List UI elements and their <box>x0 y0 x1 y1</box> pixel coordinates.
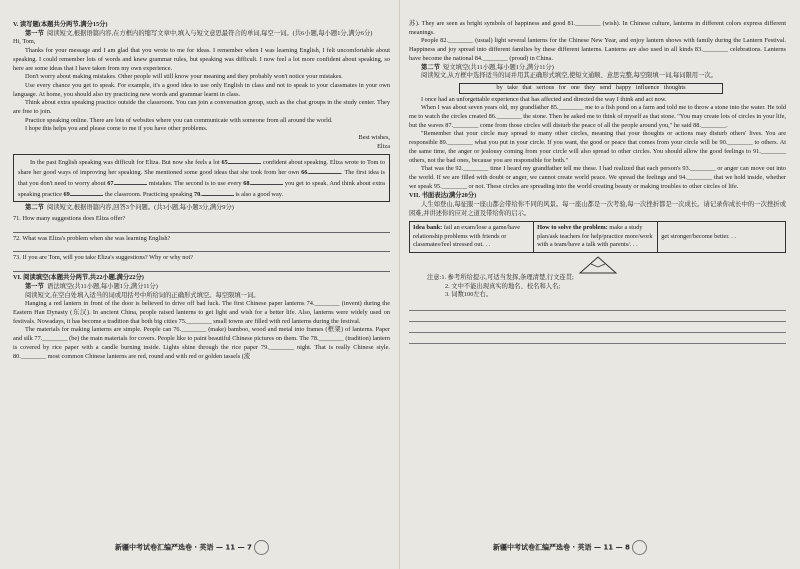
answer-line[interactable] <box>13 243 390 252</box>
signature: Eliza <box>377 142 390 150</box>
question-71: 71. How many suggestions does Eliza offer? <box>13 215 126 223</box>
writing-line[interactable] <box>409 300 786 311</box>
writing-line[interactable] <box>409 333 786 344</box>
p6-1-instruction: 第一节 语法填空(共11小题,每小题1分,满分11分) <box>25 282 158 290</box>
result-cell: get stronger/become better. . . <box>658 222 786 253</box>
solve-problem-cell: How to solve the problem: make a study plan/ask teachers for help/practice more/work with a team/have a talk with parents/. . . <box>534 222 658 253</box>
writing-line[interactable] <box>409 311 786 322</box>
cloze2-paragraph: That was the 92.________ time I heard my grandfather tell me these. I had realized that each person's 93.________ or anger can move out into the world. If we are filled with doubt or anger, we cannot create world peace. We spread the feelings and 94.________ that we hold inside, whether we speak 95.________ or not. These circles are spreading into the world creating beauty or making troubles to other circles of life. <box>409 165 786 190</box>
ideas-table <box>409 221 786 253</box>
blank-70: 70. <box>193 190 202 198</box>
blank-69: 69. <box>63 190 72 198</box>
blank-68: 68. <box>243 179 252 187</box>
answer-blank[interactable] <box>202 189 234 196</box>
right-column <box>409 20 786 344</box>
blank-67: 67. <box>107 179 116 187</box>
notes <box>427 274 786 300</box>
sign-off: Best wishes, <box>358 134 390 142</box>
logo-icon <box>254 540 269 555</box>
letter-paragraph: Think about extra speaking practice outside the classroom. You can join a conversation group, such as the chat groups in the study center. They are free to join. <box>13 99 390 116</box>
cloze-paragraph: 苏). They are seen as bright symbols of happiness and good 81.________ (wish). In Chinese culture, lanterns in different colors express different meanings. <box>409 20 786 36</box>
answer-line[interactable] <box>13 224 390 233</box>
p6-2-instruction2: 阅读短文,从方框中选择适当的词并用其正确形式填空,使短文通顺、意思完整,每空限填一词,每词限用一次。 <box>421 72 717 80</box>
p6-2-instruction: 第二节 短文填空(共11小题,每小题1分,满分11分) <box>421 63 554 71</box>
cloze-paragraph: People 82.________ (usual) light several lanterns for the Chinese New Year, and enjoy lantern shows with family during the Lantern Festival. Happiness and joy spread into different families by these different lanterns. Lanterns are also used in all kinds 83.________ celebrations. Lanterns have become the national 84.________ (proud) in China. <box>409 37 786 62</box>
letter-paragraph: Thanks for your message and I am glad that you wrote to me for ideas. I remember when I was learning English, I felt uncomfortable about speaking. I could remember lots of words and knew grammar rules, but speaking was difficult. I now feel a lot more confident about speaking, so here are some ideas that I have taken from my own experience. <box>13 47 390 72</box>
answer-line[interactable] <box>13 263 390 272</box>
page-fold <box>399 0 400 569</box>
footer-right: 新疆中考试卷汇编严选卷 · 英语 — 11 — 8 <box>493 540 647 555</box>
logo-icon <box>632 540 647 555</box>
section7-title: VII. 书面表达(满分20分) <box>409 192 477 200</box>
note-1: 注意:1. 参考所给提示,可适当发挥,条理清楚,行文连贯; <box>427 273 574 281</box>
part1-instruction: 第一节 阅读短文,根据语篇内容,在方框内的缩写文章中,填入与短文意思最符合的单词,每空一词。(共6小题,每小题1分,满分6分) <box>25 29 373 37</box>
p6-1-instruction2: 阅读短文,在空白处填入适当的词或用括号中所给词的正确形式填空。每空限填一词。 <box>25 291 260 299</box>
answer-blank[interactable] <box>71 189 103 196</box>
note-3: 3. 词数100左右。 <box>445 291 493 299</box>
cloze2-paragraph: "Remember that your circle may spread to many other circles, meaning that your thoughts or actions may disturb others' lives. You are responsible 89.________ what you put in your circle. If you want, the good or peace that comes from your circle will be 90.________ to others. At the same time, the anger or jealousy coming from your circle will also spread to other circles. You should allow the good feelings to 91.________ others, not the bad ones, because you are responsible for both." <box>409 130 786 164</box>
answer-blank[interactable] <box>229 157 261 164</box>
section5-title: V. 读写题(本题共分两节,满分15分) <box>13 21 108 28</box>
question-72: 72. What was Eliza's problem when she was learning English? <box>13 234 171 242</box>
summary-box <box>13 154 390 203</box>
cloze-paragraph: The materials for making lanterns are simple. People can 76.________ (make) bamboo, wood and metal into frames (框架) of lanterns. Paper and silk 77.________ (be) the main materials for covers. People like to paint beautiful Chinese pictures on them. The 78.________ (tradition) lantern is covered by rice paper with a candle burning inside. Lights shine through the rice paper 79.________ night. That is really Chinese style. 80.________ most common Chinese lanterns are red, round and with red or golden tassels (流 <box>13 326 390 360</box>
mountain-icon <box>578 256 618 274</box>
cloze2-paragraph: When I was about seven years old, my grandfather 85.________ me to a fish pond on a farm and told me to throw a stone into the water. He told me to watch the circles created 86.________ the stone. Then he asked me to think of myself as that stone. "You may create lots of circles in your life, but the waves 87.________ come from those circles will disturb the peace of all the people around you," he said 88.________. <box>409 104 786 129</box>
writing-instruction: 人生如登山,每征服一座山都会带给你不同的风景。每一座山都是一次考验,每一次挫折都是一次成长。请记录你成长中的一次挫折或困难,并讲述你的应对之道及带给你的启示。 <box>409 201 786 217</box>
idea-bank-cell: Idea bank: fail an exam/lose a game/have relationship problems with friends or classmates/feel stressed out. . . <box>410 222 534 253</box>
section6-title: VI. 阅读填空(本题共分两节,共22小题,满分22分) <box>13 274 144 282</box>
answer-blank[interactable] <box>251 178 283 185</box>
note-2: 2. 文中不能出现真实的地名、校名和人名; <box>445 282 561 290</box>
summary-text: In the past English speaking was difficult for Eliza. But now she feels a lot 65. confident about speaking. Eliza wrote to Tom to share her good ways of improving her speaking. She mentioned some good ideas that she took from her own 66. . The first idea is that you don't need to worry about 67. mistakes. The second is to use every 68. you get to speak. And think about extra speaking practice 69. the classroom. Practicing speaking 70. is also a good way. <box>18 158 385 198</box>
letter-paragraph: Use every chance you get to speak. For example, it's a good idea to use only English in class and not to speak to your classmates in your own language. At home, you should also try practicing new words and grammar learnt in class. <box>13 81 390 98</box>
cloze2-paragraph: I once had an unforgettable experience that has affected and directed the way I think and act now. <box>421 95 667 103</box>
answer-blank[interactable] <box>309 167 341 174</box>
letter-paragraph: Don't worry about making mistakes. Other people will still know your meaning and they probably won't notice your mistakes. <box>25 73 343 81</box>
question-73: 73. If you are Tom, will you take Eliza's suggestions? Why or why not? <box>13 254 194 262</box>
letter-paragraph: Practice speaking online. There are lots of websites where you can communicate with someone from all around the world. <box>25 116 333 124</box>
left-column <box>13 20 390 361</box>
answer-blank[interactable] <box>115 178 147 185</box>
writing-line[interactable] <box>409 322 786 333</box>
footer-left: 新疆中考试卷汇编严选卷 · 英语 — 11 — 7 <box>115 540 269 555</box>
letter-greeting: Hi, Tom, <box>13 38 36 46</box>
part2-instruction: 第二节 阅读短文,根据语篇内容,回答3个问题。(共3小题,每小题3分,满分9分) <box>25 204 234 212</box>
blank-65: 65. <box>221 158 230 166</box>
word-box: by take that serious for one they send happy influence thoughts <box>459 83 723 94</box>
blank-66: 66. <box>301 169 309 177</box>
letter-paragraph: I hope this helps you and please come to me if you have other problems. <box>25 125 208 133</box>
cloze-paragraph: Hanging a red lantern in front of the door is believed to drive off bad luck. The first Chinese paper lanterns 74.________ (invent) during the Eastern Han Dynasty (东汉). In ancient China, people raised lanterns to get light and wish for a better life. Also, lanterns were widely used on festivals. Nowadays, it has become a tradition that both big cities 75.________ small towns are filled with red lanterns during the festival. <box>13 300 390 325</box>
